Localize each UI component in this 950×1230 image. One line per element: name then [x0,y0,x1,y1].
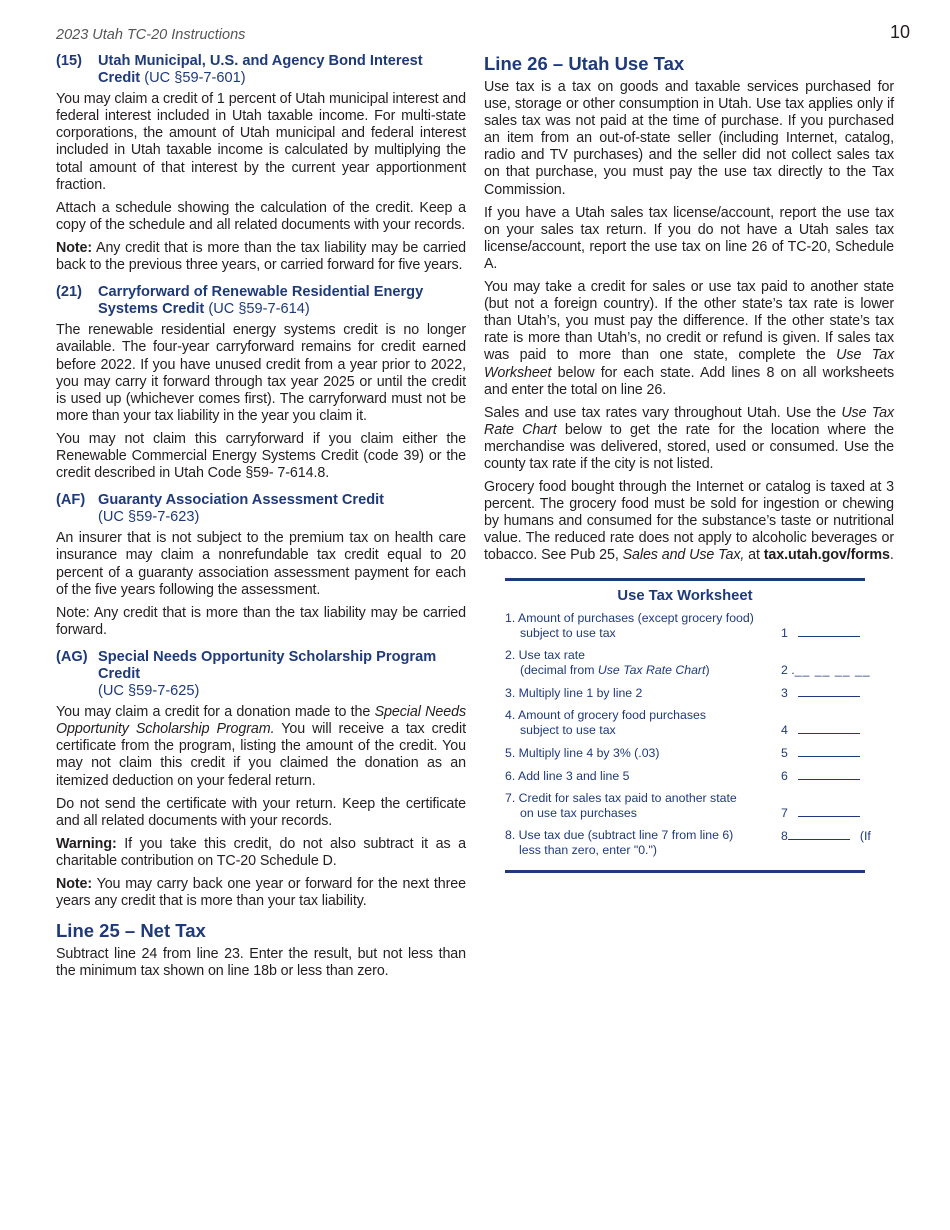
line-subtext [505,663,781,678]
text-run: You may claim a credit for a donation made to the [56,704,375,721]
text-run: at [744,547,764,564]
line-subtext: less than zero, enter "0.") [519,843,657,857]
text-run: . [889,547,894,564]
worksheet-line-3 [505,685,865,701]
use-tax-worksheet [505,578,871,873]
warning-paragraph [56,836,466,870]
line-number: 7 [781,806,788,820]
paragraph [56,704,466,789]
paragraph: If you have a Utah sales tax license/account, report the use tax on your sales tax return. If you do not have a Utah sales tax license/account, report the use tax on line 26 of TC-20, Schedule A. [484,204,894,272]
line-text: 2. Use tax rate [505,648,585,662]
paragraph [484,479,894,564]
worksheet-reference: Use Tax Worksheet [484,347,895,381]
section-ag-heading [56,649,466,700]
text-run: You will receive a tax credit certificate from the program, listing the amount of the credit. You may not claim this credit if you claimed the donation as an itemized deduction on your federal return. [56,721,466,789]
rate-chart-reference: Use Tax Rate Chart [597,663,706,677]
text-run: below for each state. Add lines 8 on all worksheets and enter the total on line 26. [484,364,894,398]
line-3-input[interactable] [798,685,860,697]
text-run: below to get the rate for the location where the merchandise was delivered, stored, used or consumed. Use the county tax rate if the city is not listed. [484,421,894,472]
line-number: 1 [781,626,788,640]
section-code: (15) [56,53,82,69]
line-number: 8 [781,829,788,843]
left-column [56,53,466,986]
line-text: 5. Multiply line 4 by 3% (.03) [505,746,660,760]
section-15-heading [56,53,466,87]
line-6-input[interactable] [798,768,860,780]
line-subtext: subject to use tax [520,626,616,640]
line-number: 2 . [781,663,795,677]
forms-link[interactable]: tax.utah.gov/forms [763,547,890,564]
warning-label: Warning: [56,835,117,852]
text-run: (decimal from [520,663,598,677]
line-8-input[interactable] [788,828,850,840]
line-number: 6 [781,769,788,783]
text-run: You may take a credit for sales or use tax paid to another state (but not a foreign country). If the other state’s tax rate is lower than Utah’s, you must pay the difference. If the other state’s tax rate is more than Utah’s, no credit or refund is given. If sales tax was paid to more than one state, complete the [484,279,894,364]
section-title: Guaranty Association Assessment Credit [98,492,385,509]
section-21-heading [56,284,466,318]
program-name: Special Needs Opportunity Scholarship Program. [56,704,467,738]
section-ref: (UC §59-7-601) [144,70,246,87]
line-1-input[interactable] [798,625,860,637]
section-title: Special Needs Opportunity Scholarship Program Credit [98,648,437,682]
paragraph [484,279,894,399]
publication-title: Sales and Use Tax, [622,547,745,564]
line-7-input[interactable] [798,805,860,817]
line-text: 8. Use tax due (subtract line 7 from line 6) [505,828,734,842]
line-text: 6. Add line 3 and line 5 [505,769,630,783]
worksheet-line-1 [505,611,865,641]
line-subtext: on use tax purchases [520,806,637,820]
paragraph: Attach a schedule showing the calculation of the credit. Keep a copy of the schedule and all related documents with your records. [56,199,466,233]
right-column [484,53,894,571]
worksheet-line-7 [505,791,865,821]
section-title: Carryforward of Renewable Residential Energy Systems Credit [98,284,424,318]
section-ref: (UC §59-7-623) [98,509,200,526]
line-text: 7. Credit for sales tax paid to another state [505,791,737,805]
section-af-heading [56,492,466,526]
paragraph: The renewable residential energy systems credit is no longer available. The four-year carryforward remains for credit earned before 2022. If you have unused credit from a year prior to 2022, you may carry it forward through tax year 2025 or until the credit is used up (whichever comes first). The carryforward must not be more than your tax liability in the year you claim it. [56,322,466,424]
line-number: 4 [781,723,788,737]
line-5-input[interactable] [798,745,860,757]
worksheet-line-4 [505,708,865,738]
section-code: (21) [56,284,82,301]
section-title: Utah Municipal, U.S. and Agency Bond Interest Credit [98,53,423,87]
note-paragraph [56,240,466,274]
rate-chart-reference: Use Tax Rate Chart [484,404,894,438]
worksheet-line-5 [505,745,865,761]
line-8-if-note: (If [859,829,871,843]
line-number: 3 [781,686,788,700]
paragraph: Do not send the certificate with your return. Keep the certificate and all related documents with your records. [56,795,466,829]
worksheet-line-6 [505,768,865,784]
line-2-input[interactable]: __ __ __ __ [794,663,871,677]
paragraph [484,405,894,473]
worksheet-line-2 [505,648,871,678]
line-subtext: subject to use tax [520,723,616,737]
note-text: Any credit that is more than the tax liability may be carried back to the previous three years, or carried forward for five years. [56,239,466,274]
note-paragraph [56,876,466,910]
line-number: 5 [781,746,788,760]
note-label: Note: [56,876,93,893]
line-26-heading: Line 26 – Utah Use Tax [484,53,685,74]
note-text: You may carry back one year or forward for the next three years any credit that is more than your tax liability. [56,876,466,910]
section-ref: (UC §59-7-614) [208,301,310,318]
text-run: Grocery food bought through the Internet or catalog is taxed at 3 percent. The grocery food must be sold for ingestion or chewing by humans and consumed for the substance’s taste or nutritional value. The reduced rate does not apply to alcoholic beverages or tobacco. See Pub 25, [484,479,894,564]
paragraph: An insurer that is not subject to the premium tax on health care insurance may claim a nonrefundable tax credit equal to 20 percent of a guaranty association assessment payment for each of the five years following the assessment. [56,530,466,598]
line-text: 4. Amount of grocery food purchases [505,708,706,722]
paragraph: You may claim a credit of 1 percent of Utah municipal interest and federal interest included in Utah taxable income. For multi-state corporations, the amount of Utah municipal and federal interest included in Utah taxable income is calculated by multiplying the total amount of that interest by the current year apportionment fraction. [56,91,466,193]
text-run: ) [705,663,710,677]
paragraph: You may not claim this carryforward if you claim either the Renewable Commercial Energy Systems Credit (code 39) or the credit described in Utah Code §59- 7-614.8. [56,430,466,482]
paragraph: Subtract line 24 from line 23. Enter the result, but not less than the minimum tax shown on line 18b or less than zero. [56,946,466,980]
line-4-input[interactable] [798,722,860,734]
worksheet-line-8 [505,828,871,858]
warning-text: If you take this credit, do not also subtract it as a charitable contribution on TC-20 Schedule D. [56,835,466,869]
page-number: 10 [890,22,911,42]
worksheet-title: Use Tax Worksheet [617,588,753,604]
line-25-heading: Line 25 – Net Tax [56,920,206,942]
section-code: (AF) [56,492,86,509]
section-code: (AG) [56,648,88,665]
line-text: 3. Multiply line 1 by line 2 [505,686,643,700]
line-text: 1. Amount of purchases (except grocery food) [505,611,754,625]
text-run: Sales and use tax rates vary throughout Utah. Use the [484,404,842,421]
note-label: Note: [56,239,93,256]
paragraph: Use tax is a tax on goods and taxable services purchased for use, storage or other consumption in Utah. Use tax applies only if sales tax was not paid at the time of purchase. If you purchased an item from an out-of-state seller (including Internet, catalog, radio and TV purchases) and the seller did not collect sales tax on that purchase, you must pay the use tax directly to the Tax Commission. [484,79,894,198]
paragraph: Note: Any credit that is more than the tax liability may be carried forward. [56,604,466,638]
page-header-title: 2023 Utah TC-20 Instructions [56,27,246,43]
section-ref: (UC §59-7-625) [98,683,200,700]
